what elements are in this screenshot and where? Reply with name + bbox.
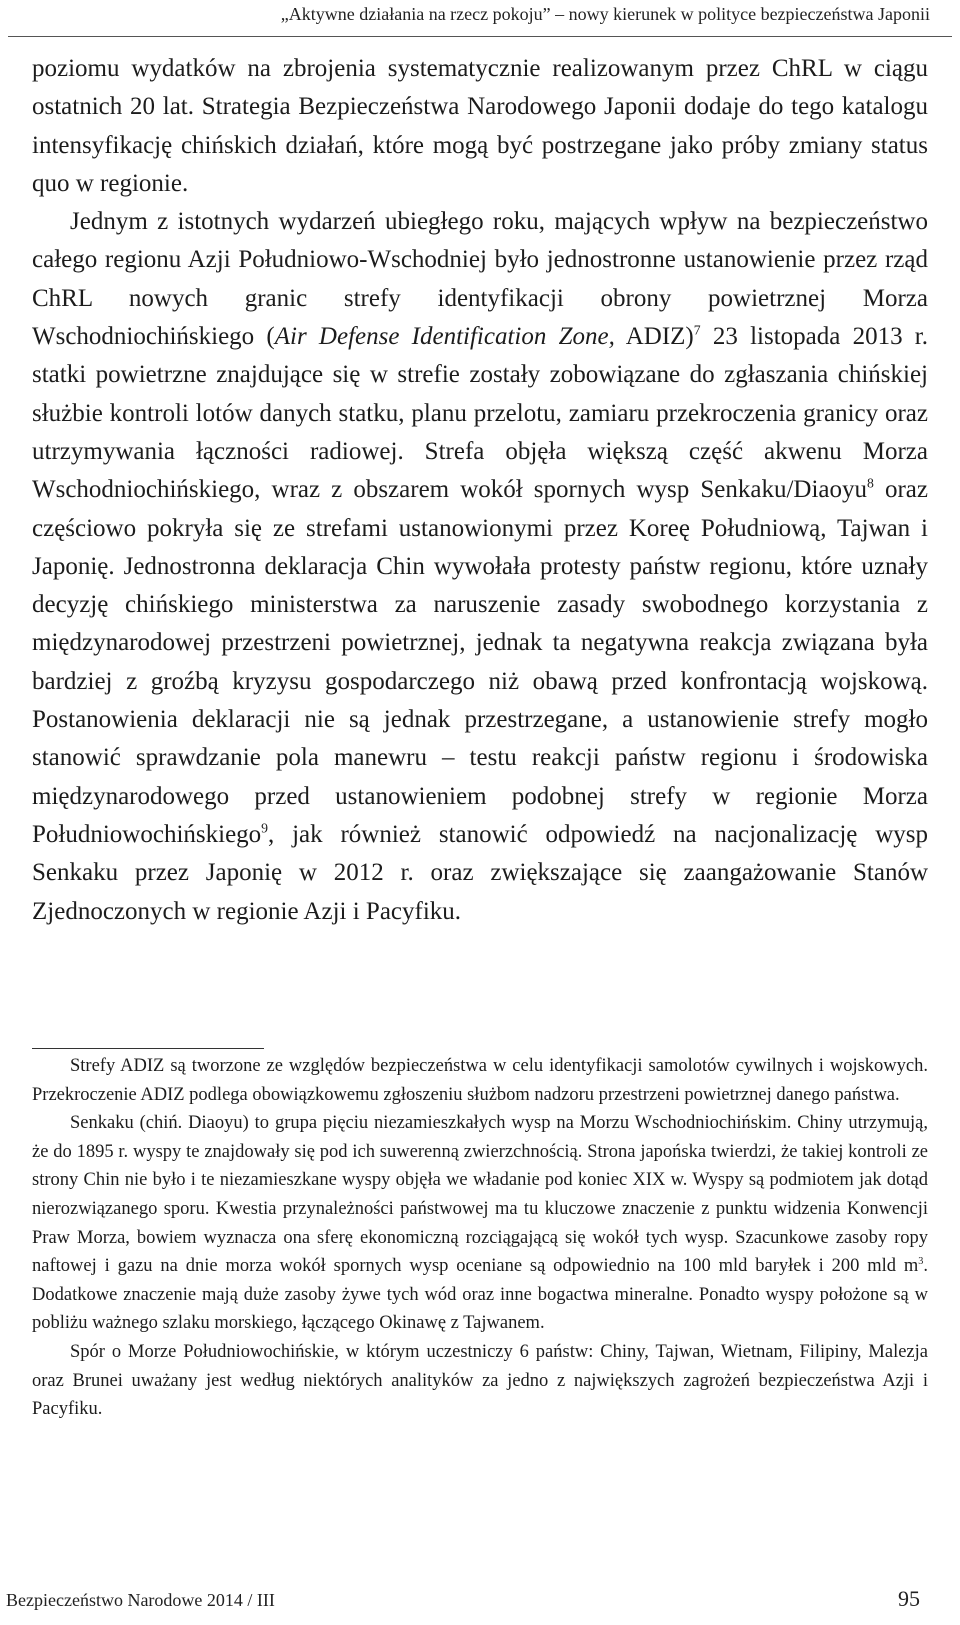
paragraph-2-part-b: ADIZ) [614,323,694,351]
journal-name: Bezpieczeństwo Narodowe 2014 / III [6,1590,275,1610]
paragraph-2-italic-term: Air Defense Identification Zone, [274,323,615,351]
footnote-text: Spór o Morze Południowochińskie, w którym uczestniczy 6 państw: Chiny, Tajwan, Wietnam, Filipiny, Malezja oraz Brunei uważany jest według niektórych analityków za jedno z największych zagrożeń bezpieczeństwa Azji i Pacyfiku. [32,1341,928,1420]
paragraph-2-part-d: oraz częściowo pokryła się ze strefami ustanowionymi przez Koreę Południową, Tajwan i Japonię. Jednostronna deklaracja Chin wywołała protesty państw regionu, które uznały decyzję chińskiego ministerstwa za naruszenie zasady swobodnego korzystania z międzynarodowej przestrzeni powietrznej, jednak ta negatywna reakcja związana była bardziej z groźbą kryzysu gospodarczego niż obawą przed konfrontacją wojskową. Postanowienia deklaracji nie są jednak przestrzegane, a ustanowienie strefy mogło stanowić sprawdzanie pola manewru – testu reakcji państw regionu i środowiska międzynarodowego przed ustanowieniem podobnej strefy w regionie Morza Południowochińskiego [32,476,928,848]
paragraph-2-part-e: , jak również stanowić odpowiedź na nacjonalizację wysp Senkaku przez Japonię w 2012 r. oraz zwiększające się zaangażowanie Stanów Zjednoczonych w regionie Azji i Pacyfiku. [32,820,928,925]
footnote-ref-7[interactable]: 7 [693,322,701,338]
footnote-text: Strefy ADIZ są tworzone ze względów bezpieczeństwa w celu identyfikacji samolotów cywilnych i wojskowych. Przekroczenie ADIZ podlega obowiązkowemu zgłoszeniu służbom nadzoru przestrzeni powietrznej danego państwa. [32,1056,928,1105]
footnote-ref-9[interactable]: 9 [261,820,269,836]
paragraph-2 [32,203,928,931]
page-number: 95 [898,1586,920,1611]
main-text [32,50,928,931]
footnote-8 [32,1109,928,1338]
footnote-ref-8[interactable]: 8 [867,475,874,491]
header-rule [8,36,952,37]
footnotes [32,1052,928,1424]
footnote-9 [32,1338,928,1424]
footnote-text-continued: . Dodatkowe znaczenie mają duże zasoby żywe tych wód oraz inne bogactwa mineralne. Ponadto wyspy położone są w pobliżu ważnego szlaku morskiego, łączącego Okinawę z Tajwanem. [32,1256,928,1334]
footnote-text: Senkaku (chiń. Diaoyu) to grupa pięciu niezamieszkałych wysp na Morzu Wschodniochińskim. Chiny utrzymują, że do 1895 r. wyspy te znajdowały się pod ich suwerenną zwierzchnością. Strona japońska twierdzi, że takiej kontroli ze strony Chin nie było i te niezamieszkane wyspy objęła we władanie pod koniec XIX w. Wyspy są podmiotem jak dotąd nierozwiązanego sporu. Kwestia przynależności państwowej ma tu kluczowe znaczenie z punktu widzenia Konwencji Praw Morza, bowiem wyznacza ona sferę ekonomiczną rozciągającą się wokół tych wysp. Szacunkowe zasoby ropy naftowej i gazu na dnie morza wokół spornych wysp oceniane są odpowiednio na 100 mld baryłek i 200 mld m [32,1113,928,1277]
superscript-3: 3 [918,1256,924,1267]
footnote-7 [32,1052,928,1109]
paragraph-2-part-c: 23 listopada 2013 r. statki powietrzne znajdujące się w strefie zostały zobowiązane do zgłaszania chińskiej służbie kontroli lotów danych statku, planu przelotu, zamiaru przekroczenia granicy oraz utrzymywania łączności radiowej. Strefa objęła większą część akwenu Morza Wschodniochińskiego, wraz z obszarem wokół spornych wysp Senkaku/Diaoyu [32,323,929,504]
running-header: „Aktywne działania na rzecz pokoju” – nowy kierunek w polityce bezpieczeństwa Japonii [280,4,930,24]
page-footer [0,1586,960,1616]
paragraph-2-part-a: Jednym z istotnych wydarzeń ubiegłego roku, mających wpływ na bezpieczeństwo całego regionu Azji Południowo-Wschodniej było jednostronne ustanowienie przez rząd ChRL nowych granic strefy identyfikacji obrony powietrznej Morza Wschodniochińskiego ( [32,208,928,351]
paragraph-1: poziomu wydatków na zbrojenia systematycznie realizowanym przez ChRL w ciągu ostatnich 20 lat. Strategia Bezpieczeństwa Narodowego Japonii dodaje do tego katalogu intensyfikację chińskich działań, które mogą być postrzegane jako próby zmiany status quo w regionie. [32,55,928,197]
footnote-separator [32,1048,264,1049]
